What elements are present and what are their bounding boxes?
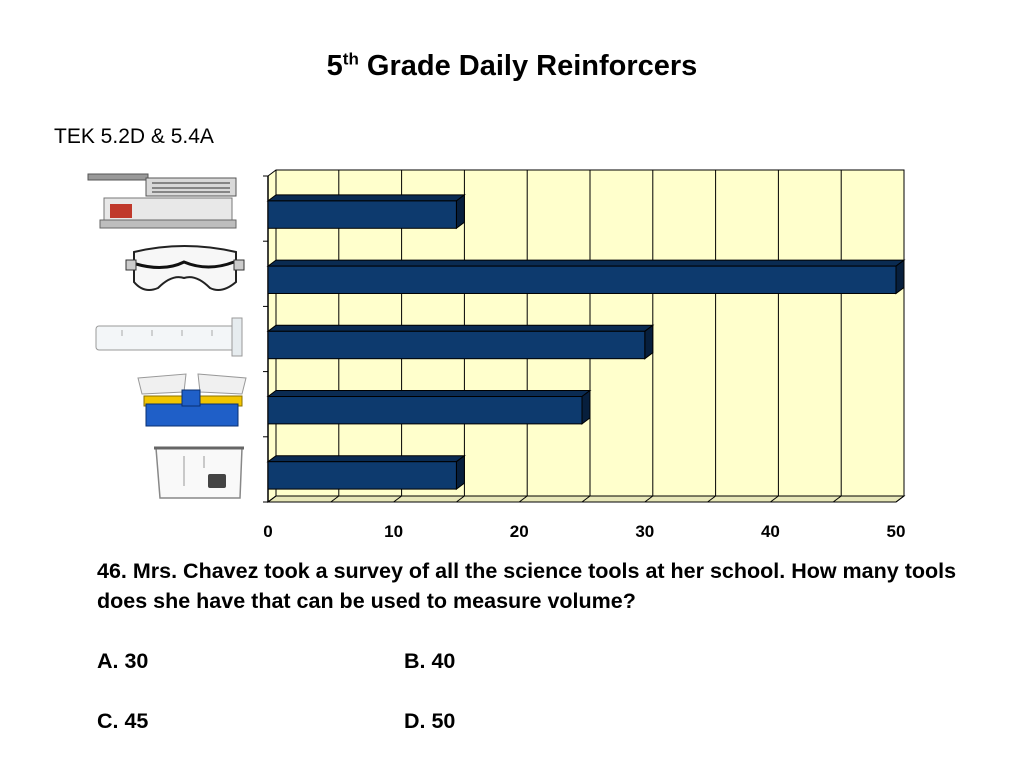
triple-beam-balance-icon [86, 170, 246, 232]
safety-goggles-icon [124, 238, 246, 300]
bar [268, 266, 896, 293]
x-tick-label: 10 [384, 522, 404, 541]
bar-top [268, 456, 464, 462]
bar-top [268, 260, 904, 266]
x-tick-label: 0 [263, 522, 273, 541]
bar [268, 201, 456, 228]
bar-top [268, 391, 590, 397]
choice-c: C. 45 [97, 709, 149, 733]
bar-side [896, 260, 904, 293]
choice-a: A. 30 [97, 649, 149, 673]
beaker-icon [150, 444, 250, 502]
x-tick-label: 50 [886, 522, 906, 541]
choice-d: D. 50 [404, 709, 456, 733]
bar-side [582, 391, 590, 424]
bar-side [645, 325, 653, 358]
bar-side [456, 195, 464, 228]
graduated-cylinder-icon [92, 316, 248, 358]
x-tick-label: 30 [635, 522, 655, 541]
x-tick-label: 20 [509, 522, 529, 541]
x-tick-label: 40 [760, 522, 780, 541]
bar-side [456, 456, 464, 489]
bar [268, 331, 645, 358]
bar-top [268, 195, 464, 201]
slide-title: 5th Grade Daily Reinforcers [326, 49, 698, 82]
slide-subtitle: TEK 5.2D & 5.4A [54, 125, 214, 148]
choice-b: B. 40 [404, 649, 456, 673]
bar-top [268, 325, 653, 331]
bar [268, 462, 456, 489]
question-text: 46. Mrs. Chavez took a survey of all the science tools at her school. How many tools does she have that can be used to measure volume? [97, 559, 957, 613]
pan-balance-icon [136, 370, 248, 430]
bar [268, 397, 582, 424]
